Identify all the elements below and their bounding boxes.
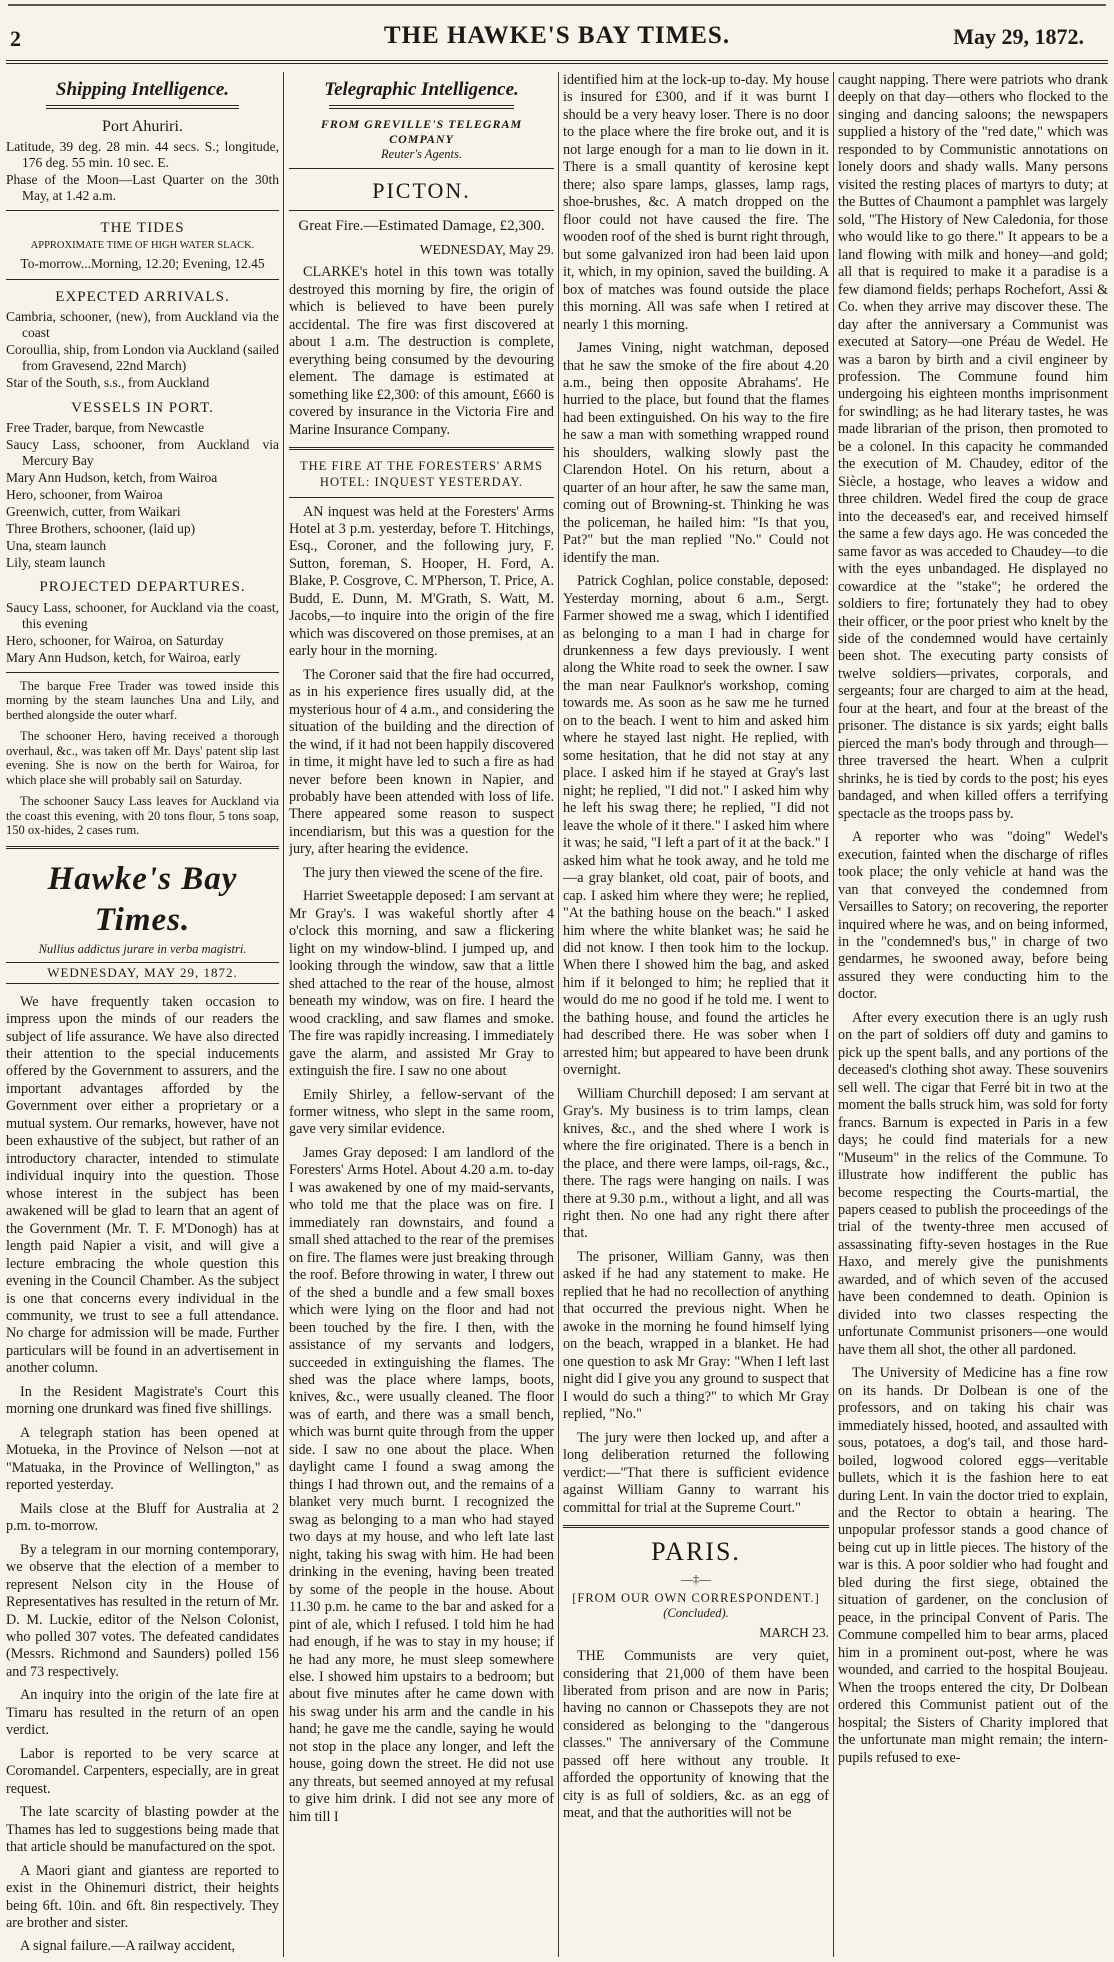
list-item: Three Brothers, schooner, (laid up) [6,520,196,536]
list-item: Cambria, schooner, (new), from Auckland via the coast [6,309,279,341]
paris-source: [FROM OUR OWN CORRESPONDENT.] [572,1590,820,1605]
editorial-motto: Nullius addictus jurare in verba magistri. [38,942,247,957]
port-name: Port Ahuriri. [102,118,183,136]
page-number: 2 [10,26,21,51]
divider [6,672,279,673]
telegram-headline: Great Fire.—Estimated Damage, £2,300. [298,218,545,235]
divider [6,210,279,211]
column-separator [833,72,834,1957]
inquest-paragraph: AN inquest was held at the Foresters' Arms Hotel at 3 p.m. yesterday, before T. Hitchings, Esq., Coroner, and the following jury, F. Sutton, foreman, S. Hooper, H. Ford, A. Blake, P. Cosgrove, C. M'Pherson, T. Price, A. Budd, E. Dunn, M. M'Grath, S. Watt, M. Jacobs,—to inquire into the origin of the fire which was discovered on those premises, at an early hour in the morning. [289,503,554,660]
shipping-heading: Shipping Intelligence. [55,79,230,100]
editorial-paragraph: A telegraph station has been opened at Motueka, in the Province of Nelson —not at "Matuaka, in the Province of Wellington," as reported yesterday. [6,1424,279,1494]
paris-paragraph: caught napping. There were patriots who drank deeply on that day—others who flocked to the singing and dancing saloons; the newspapers supplied a history of the "red date," which was responded to by Communistic annotations on lonely doors and shady walls. Many persons visited the resting places of martyrs to duty; at the Buttes of Chaumont a pamphlet was largely sold, "The History of New Caledonia, for those who would like to go there." It appears to be a land flowing with milk and honey—and gold; all that is required to make it a paradise is a few diamond fields; perhaps Rochefort, Assi & Co. when they arrive may discover these. The day after the anniversary a Communist was executed at Satory—one Préau de Wedel. He was a baron by birth and a civil engineer by profession. The Commune found him undergoing his eighteen months imprisonment for swindling; as he had literary tastes, he was made librarian of the prison, then promoted to be a colonel. In this capacity he commanded the execution of M. Chaudey, editor of the Siècle, a hostage, who leaves a widow and three children. Wedel fired the coup de grace into the deceased's ear, and received himself the same a few days ago. He was conceded the same favor as was acceded to Chaudey—to die with the eyes unbandaged. He displayed no cowardice at the "stake"; he ordered the soldiers to fire; fortunately they had to obey their officer, or the poor priest who knelt by the side of the condemned would have certainly been shot. The executing party consists of twelve soldiers—privates, corporals, and sergeants; four are charged to aim at the head, four at the heart, and four at the breast of the prisoner. The distance is six yards; eight balls pierced the man's body through and through—three traversed the heart. When a culprit shrinks, he is tied by cords to the post; his eyes bandaged, and when killed offers a terrifying spectacle as the troops pass by. [838,72,1108,822]
masthead-rule-2 [6,63,1108,64]
newspaper-title: THE HAWKE'S BAY TIMES. [383,22,731,49]
divider [289,497,554,498]
telegram-body: CLARKE's hotel in this town was totally destroyed this morning by fire, the origin of which is believed to have been purely accidental. The fire was first discovered at about 1 a.m. The destruction is complete, everything being consumed by the devouring element. The damage is estimated at something like £2,300: of this amount, £660 is covered by insurance in the Victoria Fire and Marine Insurance Company. [289,264,554,438]
vessels-in-port-heading: VESSELS IN PORT. [71,399,214,416]
paris-ornament: —‡— [681,1571,711,1586]
list-item: Mary Ann Hudson, ketch, from Wairoa [6,469,218,485]
inquest-paragraph: The jury then viewed the scene of the fire. [303,864,543,881]
paris-paragraph: After every execution there is an ugly rush on the part of soldiers off duty and gamins to pick up the spent balls, and any portions of the deceased's clothing shot away. These souvenirs sell well. The cigar that Ferré bit in two at the moment the balls struck him, was sold for forty francs. Barnum is expected in Paris in a few days; he could find materials for a new "Museum" in the relics of the Commune. To illustrate how indifferent the public has become respecting the Courts-martial, the papers ceased to publish the proceedings of the trial of the twenty-three men accused of assassinating fifty-seven hostages in the Rue Haxo, and merely give the punishments awarded, and of which seven of the accused have been condemned to death. Opinion is divided into two classes respecting the unfortunate Communist prisoners—one would have them all shot, the other all pardoned. [838,1009,1108,1358]
section-rule [289,447,554,450]
editorial-nameplate: Hawke's Bay Times. [47,861,238,938]
port-latitude: Latitude, 39 deg. 28 min. 44 secs. S.; longitude, 176 deg. 55 min. 10 sec. E. [6,139,279,170]
moon-phase: Phase of the Moon—Last Quarter on the 30th May, at 1.42 a.m. [6,171,279,203]
paris-heading: PARIS. [651,1536,741,1566]
list-item: Mary Ann Hudson, ketch, for Wairoa, early [6,649,241,665]
paris-date: MARCH 23. [759,1625,829,1641]
column-2 [289,72,554,1957]
list-item: Hero, schooner, for Wairoa, on Saturday [6,632,224,648]
shipping-note: The schooner Hero, having received a thorough overhaul, &c., was taken off Mr. Days' patent slip last evening. She is now on the berth for Wairoa, for which place she will probably sail on Saturday. [6,728,279,788]
editorial-paragraph: A signal failure.—A railway accident, [20,1938,236,1955]
inquest-heading: THE FIRE AT THE FORESTERS' ARMS HOTEL: INQUEST YESTERDAY. [300,459,543,490]
paris-paragraph: A reporter who was "doing" Wedel's execution, fainted when the discharge of rifles took place; the only vehicle at hand was the van that conveyed the condemned from Versailles to Satory; on recovering, the reporter inquired where he was, and on being informed, in the "condemned's bus," in charge of two gendarmes, he swooned away, before being assured they were conducting him to the doctor. [838,829,1108,1003]
list-item: Star of the South, s.s., from Auckland [6,374,210,390]
list-item: Una, steam launch [6,537,107,553]
paris-concluded: (Concluded). [663,1606,729,1621]
editorial-paragraph: A Maori giant and giantess are reported to exist in the Ohinemuri district, their heights being 6ft. 10in. and 6ft. 8in respectively. They are brother and sister. [6,1862,279,1932]
inquest-paragraph: Emily Shirley, a fellow-servant of the former witness, who slept in the same room, gave very similar evidence. [289,1086,554,1138]
editorial-paragraph: By a telegram in our morning contemporary, we observe that the election of a member to represent Nelson city in the House of Representatives has resulted in the return of Mr. D. M. Luckie, editor of the Nelson Colonist, who polled 307 votes. The defeated candidates (Messrs. Richmond and Saunders) polled 156 and 73 respectively. [6,1541,279,1680]
divider [289,210,554,211]
list-item: Free Trader, barque, from Newcastle [6,420,205,436]
shipping-note: The barque Free Trader was towed inside this morning by the steam launches Una and Lily, and berthed alongside the outer wharf. [6,678,279,723]
editorial-paragraph: Labor is reported to be very scarce at Coromandel. Carpenters, especially, are in great request. [6,1745,279,1797]
telegraphic-heading: Telegraphic Intelligence. [324,79,519,100]
tides-subheading: APPROXIMATE TIME OF HIGH WATER SLACK. [30,240,255,252]
inquest-paragraph: James Gray deposed: I am landlord of the Foresters' Arms Hotel. About 4.20 a.m. to-day I was awakened by one of my maid-servants, who told me that the place was on fire. I immediately ran downstairs, and found a small shed attached to the rear of the premises on fire. The flames were just breaking through the roof. Before throwing in water, I threw out of the shed a bundle and a few small boxes which were lying on the floor and had not been touched by the fire. I then, with the assistance of my servants and lodgers, succeeded in extinguishing the flames. The shed was the place where lamps, boots, knives, &c., were usually cleaned. The floor was of earth, and there was a small bench, which was burnt quite through from the upper side. I saw no one about the place. When daylight came I found a swag among the things I had thrown out, and the remains of a blanket very much burnt. I recognized the swag as belonging to a man who had stayed two days at my house, and who left late last night, taking his swag with him. He had been drinking in the evening, having been treated by some of the people in the house. About 11.30 p.m. he came to the bar and asked for a pint of ale, which I refused. I told him he had had enough, if he was to stay in my house; if he had any more, he must sleep somewhere else. I showed him upstairs to a bedroom; but about five minutes after he came down with his swag under his arm and the candle in his hand; he gave me the candle, saying he would not stop in the place any longer, and left the house, going down the street. He did not use any threats, but seemed annoyed at my refusal to give him drink. I did not see any more of him till I [289,1144,554,1825]
list-item: Saucy Lass, schooner, for Auckland via the coast, this evening [6,599,279,631]
editorial-paragraph: We have frequently taken occasion to impress upon the minds of our readers the subject of life assurance. We have also directed their attention to the special inducements offered by the Government to assurers, and the important advantages afforded by the Government over either a proprietary or a mutual system. Our remarks, however, have not been exhaustive of the subject, but rather of an introductory character, intended to stimulate individual inquiry into the question. Those whose interest in the subject has been awakened will be glad to learn that an agent of the Government (Mr. T. F. M'Donogh) has at length paid Napier a visit, and will give a lecture embracing the whole question this evening in the Council Chamber. As the subject is one that concerns every individual in the community, we trust to see a full attendance. No charge for admission will be made. Further particulars will be found in an advertisement in another column. [6,993,279,1377]
column-4 [838,72,1108,1957]
telegram-date: WEDNESDAY, May 29. [419,241,554,257]
editorial-paragraph: The late scarcity of blasting powder at the Thames has led to suggestions being made that that article should be manufactured on the spot. [6,1804,279,1856]
masthead-rule [6,60,1108,61]
heading-rule [329,105,514,109]
inquest-paragraph: The prisoner, William Ganny, was then asked if he had any statement to make. He replied that he had no recollection of anything that occurred the previous night. When he awoke in the morning he found himself lying on the beach, wrapped in a blanket. He had one question to ask Mr Gray: "When I left last night did I give you any ground to suspect that I would do such a thing?" to which Mr Gray replied, "No." [563,1248,829,1423]
shipping-note: The schooner Saucy Lass leaves for Auckland via the coast this evening, with 20 tons flour, 5 tons soap, 150 ox-hides, 2 cases rum. [6,793,279,838]
list-item: Lily, steam launch [6,554,106,570]
inquest-paragraph: James Vining, night watchman, deposed that he saw the smoke of the fire about 4.20 a.m., being then opposite Abrahams'. He hurried to the place, but found that the flames had been extinguished. On his way to the fire he saw a man with something wrapped round his shoulders, walking slowly past the Clarendon Hotel. On his return, about a quarter of an hour after, he saw the same man, coming out of Browning-st. Thinking he was the policeman, he hailed him: "Is that you, Pat?" but the man replied "No." Could not identify the man. [563,340,829,566]
editorial-paragraph: An inquiry into the origin of the late fire at Timaru has resulted in the return of an open verdict. [6,1687,279,1739]
paris-paragraph: THE Communists are very quiet, considering that 21,000 of them have been liberated from prison and are now in Paris; having no cannon or Chassepots they are not considered as belonging to the "dangerous classes." The anniversary of the Commune passed off here without any trouble. It afforded the opportunity of knowing that the city is as full of soldiers, &c. as an egg of meat, and that the authorities will not be [563,1648,829,1822]
tides-heading: THE TIDES [100,219,185,236]
editorial-paragraph: Mails close at the Bluff for Australia at 2 p.m. to-morrow. [6,1500,279,1535]
inquest-paragraph: Patrick Coghlan, police constable, deposed: Yesterday morning, about 6 a.m., Sergt. Farmer showed me a swag, which I identified as belonging to a man I had in charge for drunkenness a few days previously. I went along the White road to seek the owner. I saw the man near Faulknor's workshop, coming towards me. As soon as he saw me he turned on to the beach. I went to him and asked him where he stayed last night. He replied, with some hesitation, that he did not stay at any place. I asked him if he stayed at Gray's last night; he replied, "I did not." I asked him why he left his swag there; he replied, "I did not leave the whole of it there." I asked him where it was; he said, "I left a part of it at the back." I asked him what he took away, and he told me—a gray blanket, old coat, pair of boots, and cap. I asked him where they were; he replied, "At the bathing house on the beach." I asked him where the white blanket was; he said he did not know. I then took him to the lockup. When there I showed him the bag, and asked him if it belonged to him; he replied that it would do me no good if he told me. I went to the bathing house, and found the articles he had described there. He was sober when I arrested him; but appeared to have been drunk overnight. [563,573,829,1079]
list-item: Saucy Lass, schooner, from Auckland via Mercury Bay [6,437,279,468]
tides-line: To-morrow...Morning, 12.20; Evening, 12.45 [20,256,265,272]
expected-arrivals-heading: EXPECTED ARRIVALS. [55,288,230,305]
telegram-source: FROM GREVILLE'S TELEGRAM COMPANY [320,117,523,147]
telegram-place: PICTON. [372,178,471,204]
column-separator [283,72,284,1957]
column-1 [6,72,279,1957]
divider [6,279,279,280]
issue-date: May 29, 1872. [953,24,1084,49]
section-rule [563,1525,829,1528]
projected-departures-heading: PROJECTED DEPARTURES. [39,579,246,596]
inquest-paragraph: The jury were then locked up, and after a long deliberation returned the following verdict:—"That there is sufficient evidence against William Ganny to warrant his committal for trial at the Supreme Court." [563,1429,829,1516]
divider [289,168,554,169]
list-item: Coroullia, ship, from London via Auckland (sailed from Gravesend, 22nd March) [6,341,279,373]
section-rule [6,846,279,849]
inquest-paragraph: The Coroner said that the fire had occurred, as in his experience fires usually did, at the mysterious hour of 4 a.m., and considering the situation of the building and the direction of the wind, if it had not been happily discovered in time, it might have led to such a fire as had never before been known in Napier, and probably have been attended with loss of life. There appeared some reason to suspect incendiarism, but this was a question for the jury, after hearing the evidence. [289,666,554,858]
inquest-paragraph: identified him at the lock-up to-day. My house is insured for £300, and if it was burnt I should be a very heavy loser. There is no door to the place where the fire broke out, and it is not large enough for a man to lie down in it. There is a small quantity of kerosine kept there; also spare lamps, glasses, lamp rags, shoe-brushes, &c. A match dropped on the floor could not have caused the fire. The wooden roof of the shed is burnt right through, but some galvanized iron had been laid upon it, which, in my opinion, saved the building. A box of matches was found outside the place this morning. All was safe when I retired at nearly 1 this morning. [563,72,829,333]
heading-rule [46,105,239,109]
telegram-agents: Reuter's Agents. [381,146,462,161]
column-separator [558,72,559,1957]
list-item: Greenwich, cutter, from Waikari [6,503,181,519]
top-rule [8,4,1106,6]
inquest-paragraph: Harriet Sweetapple deposed: I am servant at Mr Gray's. I was wakeful shortly after 4 o'clock this morning, and saw a flickering light on my window-blind. I jumped up, and looking through the window, saw that a little shed attached to the rear of the house, almost beneath my window, was on fire. I heard the wood crackling, and saw flames and smoke. The fire was rapidly increasing. I immediately gave the alarm, and assisted Mr Gray to extinguish the fire. I saw no one about [289,888,554,1080]
masthead [0,22,1114,52]
editorial-paragraph: In the Resident Magistrate's Court this morning one drunkard was fined five shillings. [6,1383,279,1418]
editorial-dateline: WEDNESDAY, MAY 29, 1872. [6,962,279,984]
list-item: Hero, schooner, from Wairoa [6,486,163,502]
paris-paragraph: The University of Medicine has a fine row on its hands. Dr Dolbean is one of the professors, and on taking his chair was immediately hissed, hooted, and assaulted with sous, potatoes, a dog's tail, and those hard-boiled, logwood colored eggs—veritable bullets, which it is the fashion here to eat during Lent. In vain the doctor tried to explain, and the Rector to obtain a hearing. The unpopular professor stands a good chance of being cut up in little pieces. The history of the war is this. A poor soldier who had fought and bled during the first siege, obtained the situation of gardener, on the conclusion of peace, in the principal Convent of Paris. The Commune compelled him to bear arms, placed him in a prominent out-post, where he was wounded, and carried to the hospital Boujeau. When the troops entered the city, Dr Dolbean ordered this Communist patient out of the hospital; the Sisters of Charity implored that the unfortunate man might remain; the intern-pupils refused to exe- [838,1365,1108,1766]
inquest-paragraph: William Churchill deposed: I am servant at Gray's. My business is to trim lamps, clean knives, &c., and the shed where I work is where the fire originated. There is a bench in the place, and there were lamps, oil-rags, &c., there. The rags were hanging on nails. I was there at 9.30 p.m., without a light, and all was right then. No one had any right there after that. [563,1085,829,1242]
column-3 [563,72,829,1957]
